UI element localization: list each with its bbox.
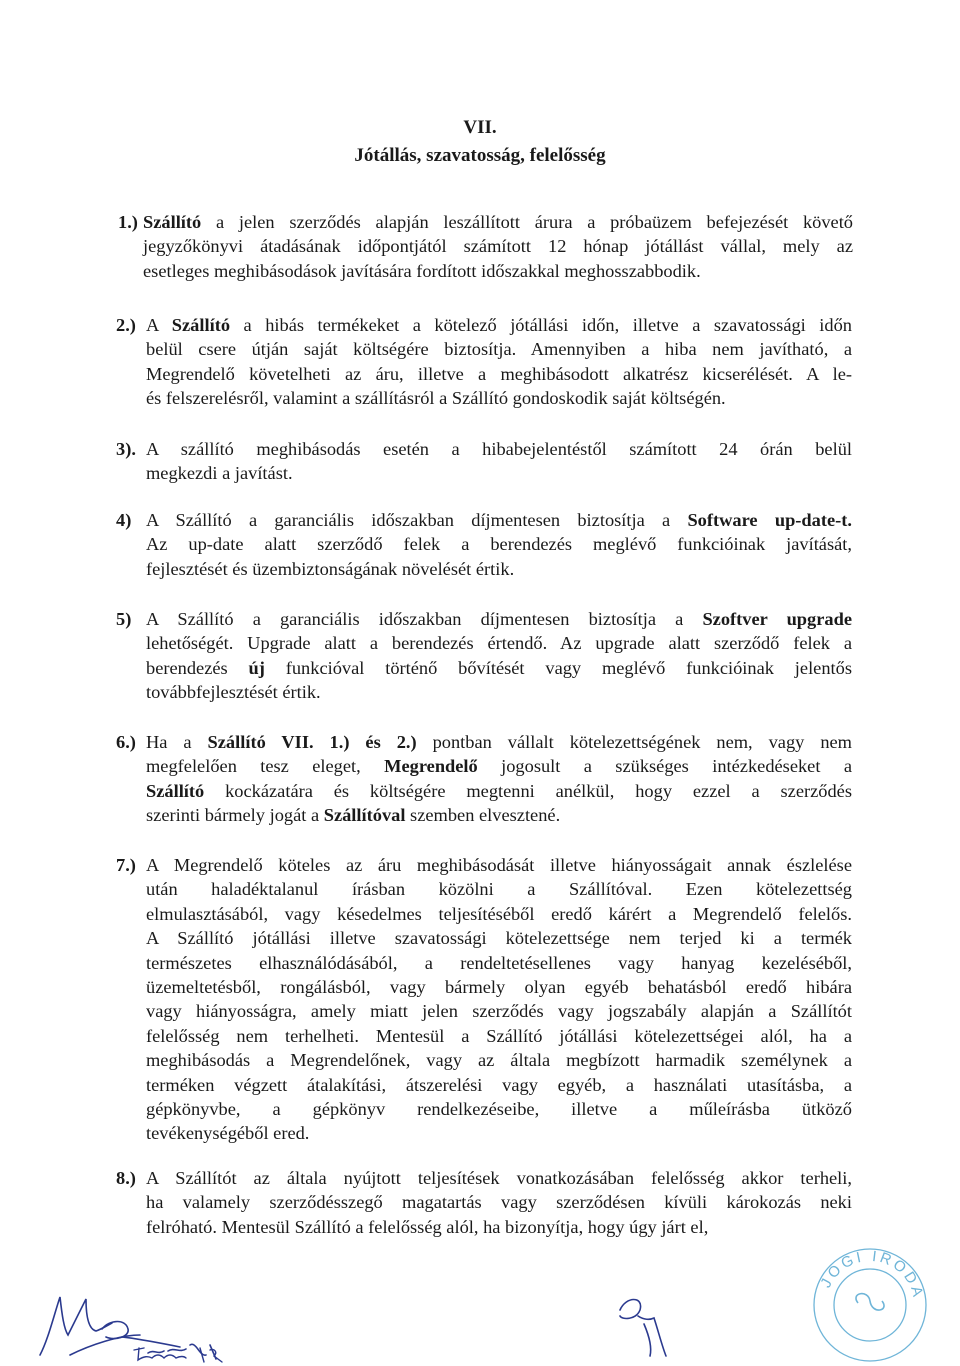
bold-term: Szoftver upgrade xyxy=(702,609,852,629)
paragraph-line xyxy=(0,877,960,901)
paragraph-text xyxy=(143,234,853,258)
paragraph-text xyxy=(146,631,852,655)
signature-initials xyxy=(130,1342,240,1366)
text-run: felelősség nem terhelheti. Mentesül a Szállító jótállási kötelezettségei alól, ha a xyxy=(146,1025,852,1046)
paragraph-6 xyxy=(0,730,960,828)
paragraph-line xyxy=(0,730,960,754)
paragraph-text xyxy=(146,461,852,485)
paragraph-line xyxy=(0,259,960,283)
paragraph-text xyxy=(146,532,852,556)
paragraph-line xyxy=(0,975,960,999)
text-run: üzemeltetésből, rongálásból, vagy bármely olyan egyéb behatásból eredő hibára xyxy=(146,976,852,997)
text-run: esetleges meghibásodások javítására fordított időszakkal meghosszabbodik. xyxy=(143,260,701,281)
text-run: kockázatára és költségére megtenni anélkül, hogy ezzel a szerződés xyxy=(204,780,852,801)
paragraph-line xyxy=(0,386,960,410)
text-run: belül csere útján saját költségére biztosítja. Amennyiben a hiba nem javítható, a xyxy=(146,339,852,360)
text-run: jegyzőkönyvi átadásának időpontjától számított 12 hónap jótállást vállal, mely az xyxy=(143,236,853,257)
paragraph-number: 3). xyxy=(116,439,136,459)
text-run: lehetőségét. Upgrade alatt a berendezés értendő. Az upgrade alatt szerződő felek a xyxy=(146,633,852,654)
paragraph-line xyxy=(0,999,960,1023)
text-run: fejlesztését és üzembiztonságának növelését értik. xyxy=(146,558,515,579)
text-run: elmulasztásából, vagy késedelmes teljesítéséből eredő kárért a Megrendelő felelős. xyxy=(146,903,852,924)
paragraph-text xyxy=(146,1048,852,1072)
paragraph-line xyxy=(0,362,960,386)
signature-middle xyxy=(600,1290,690,1362)
paragraph-line xyxy=(0,508,960,532)
paragraph-text xyxy=(146,975,852,999)
paragraph-text xyxy=(146,386,852,410)
bold-term: Szállító xyxy=(146,780,205,801)
paragraph-text xyxy=(146,926,852,950)
paragraph-line xyxy=(0,754,960,778)
paragraph-4 xyxy=(0,508,960,581)
text-run: megkezdi a javítást. xyxy=(146,463,293,484)
text-run: pontban vállalt kötelezettségének nem, vagy nem xyxy=(416,732,852,752)
paragraph-text xyxy=(146,508,852,532)
paragraph-line xyxy=(0,607,960,631)
paragraph-number: 8.) xyxy=(116,1168,136,1188)
paragraph-text xyxy=(146,730,852,754)
text-run: felróható. Mentesül Szállító a felelősség alól, ha bizonyítja, hogy úgy járt el, xyxy=(146,1216,709,1237)
text-run: után haladéktalanul írásban közölni a Szállítóval. Ezen kötelezettség xyxy=(146,879,852,900)
paragraph-text xyxy=(146,803,852,827)
paragraph-text xyxy=(146,362,852,386)
text-run: Ha a xyxy=(146,732,208,752)
paragraph-line xyxy=(0,1097,960,1121)
paragraph-number: 4) xyxy=(116,510,132,530)
paragraph-text xyxy=(146,1215,852,1239)
paragraph-line xyxy=(0,337,960,361)
text-run: A xyxy=(146,315,172,335)
svg-text:JOGI IRODA xyxy=(817,1248,926,1301)
bold-term: Szállító xyxy=(171,315,231,335)
paragraph-text xyxy=(146,437,852,461)
paragraph-line xyxy=(0,803,960,827)
paragraph-number: 2.) xyxy=(116,315,136,335)
paragraph-line xyxy=(0,1121,960,1145)
bold-term: Szállító xyxy=(143,212,202,232)
text-run: szerinti bármely jogát a xyxy=(146,805,324,826)
paragraph-text xyxy=(146,337,852,361)
text-run: Megrendelő követelheti az áru, illetve a meghibásodott alkatrész kicserélését. A le- xyxy=(146,363,852,384)
paragraph-line xyxy=(0,1024,960,1048)
stamp-seal xyxy=(810,1245,930,1366)
text-run: és felszerelésről, valamint a szállításról a Szállító gondoskodik saját költségén. xyxy=(146,388,726,409)
text-run: A szállító meghibásodás esetén a hibabejelentéstől számított 24 órán belül xyxy=(146,439,852,459)
paragraph-line xyxy=(0,926,960,950)
text-run: A Szállító a garanciális időszakban díjmentesen biztosítja a xyxy=(146,510,688,530)
paragraph-number: 1.) xyxy=(118,212,138,232)
paragraph-line xyxy=(0,210,960,234)
text-run: funkcióval történő bővítését vagy meglévő funkcióinak jelentős xyxy=(264,657,853,678)
paragraph-text xyxy=(146,877,852,901)
paragraph-5 xyxy=(0,607,960,705)
paragraph-line xyxy=(0,461,960,485)
text-run: berendezés xyxy=(146,657,249,678)
text-run: természetes elhasználódásából, a rendeltetésellenes vagy hanyag kezeléséből, xyxy=(146,952,852,973)
paragraph-text xyxy=(146,1190,852,1214)
text-run: vagy hiányosságra, amely miatt jelen szerződés vagy jogszabály alapján a Szállítót xyxy=(146,1001,852,1022)
paragraph-text xyxy=(146,754,852,778)
text-run: tevékenységéből ered. xyxy=(146,1123,310,1144)
paragraph-line xyxy=(0,1190,960,1214)
paragraph-8 xyxy=(0,1166,960,1239)
paragraph-line xyxy=(0,234,960,258)
paragraph-text xyxy=(146,607,852,631)
text-run: ha valamely szerződésszegő magatartás vagy szerződésen kívüli károkozás neki xyxy=(146,1192,852,1213)
paragraph-text xyxy=(146,656,852,680)
paragraph-line xyxy=(0,1215,960,1239)
text-run: A Szállító jótállási illetve szavatossági kötelezettsége nem terjed ki a termék xyxy=(146,928,852,949)
text-run: Az up-date alatt szerződő felek a berendezés meglévő funkcióinak javítását, xyxy=(146,534,852,555)
paragraph-line xyxy=(0,1073,960,1097)
paragraph-number: 7.) xyxy=(116,855,136,875)
paragraph-text xyxy=(146,853,852,877)
paragraph-2 xyxy=(0,313,960,411)
paragraph-text xyxy=(146,557,852,581)
text-run: a hibás termékeket a kötelező jótállási időn, illetve a szavatossági időn xyxy=(230,315,852,335)
paragraph-line xyxy=(0,1166,960,1190)
text-run: A Szállítót az általa nyújtott teljesítések vonatkozásában felelősség akkor terheli, xyxy=(146,1168,852,1188)
chapter-number: VII. xyxy=(463,117,497,138)
paragraph-7 xyxy=(0,853,960,1146)
paragraph-line xyxy=(0,532,960,556)
paragraph-text xyxy=(143,210,853,234)
paragraph-text xyxy=(146,999,852,1023)
paragraph-text xyxy=(146,680,852,704)
paragraph-text xyxy=(146,779,852,803)
paragraph-line xyxy=(0,853,960,877)
text-run: jogosult a szükséges intézkedéseket a xyxy=(477,756,852,777)
chapter-title: Jótállás, szavatosság, felelősség xyxy=(354,145,606,166)
bold-term: Szállítóval xyxy=(323,805,406,826)
text-run: a jelen szerződés alapján leszállított árura a próbaüzem befejezését követő xyxy=(201,212,853,232)
paragraph-line xyxy=(0,557,960,581)
text-run: szemben elvesztené. xyxy=(405,805,561,826)
paragraph-text xyxy=(146,902,852,926)
bold-term: Szállító VII. 1.) és 2.) xyxy=(207,732,417,752)
paragraph-number: 6.) xyxy=(116,732,136,752)
paragraph-text xyxy=(146,951,852,975)
paragraph-number: 5) xyxy=(116,609,132,629)
text-run: megfelelően tesz eleget, xyxy=(146,756,385,777)
text-run: A Megrendelő köteles az áru meghibásodását illetve hiányosságait annak észlelése xyxy=(146,855,852,875)
text-run: meghibásodás a Megrendelőnek, vagy az általa megbízott harmadik személynek a xyxy=(146,1050,852,1071)
paragraph-line xyxy=(0,951,960,975)
paragraph-line xyxy=(0,680,960,704)
stamp-text: JOGI IRODA xyxy=(817,1247,927,1302)
paragraph-text xyxy=(146,1166,852,1190)
text-run: továbbfejlesztését értik. xyxy=(146,682,321,703)
paragraph-line xyxy=(0,631,960,655)
paragraph-text xyxy=(146,313,852,337)
paragraph-line xyxy=(0,437,960,461)
paragraph-text xyxy=(146,1024,852,1048)
text-run: terméken végzett átalakítási, átszerelési vagy egyéb, a használati utasításba, a xyxy=(146,1074,852,1095)
bold-term: új xyxy=(248,657,265,678)
paragraph-text xyxy=(146,1097,852,1121)
paragraph-line xyxy=(0,1048,960,1072)
paragraph-text xyxy=(146,1121,852,1145)
text-run: A Szállító a garanciális időszakban díjmentesen biztosítja a xyxy=(146,609,703,629)
paragraph-3 xyxy=(0,437,960,486)
bold-term: Software up-date-t. xyxy=(687,510,852,530)
paragraph-line xyxy=(0,313,960,337)
paragraph-1 xyxy=(0,210,960,283)
paragraph-line xyxy=(0,779,960,803)
paragraph-text xyxy=(143,259,853,283)
paragraph-line xyxy=(0,902,960,926)
bold-term: Megrendelő xyxy=(384,756,478,777)
text-run: gépkönyvbe, a gépkönyv rendelkezéseibe, illetve a műleírásba ütköző xyxy=(146,1098,852,1119)
paragraph-text xyxy=(146,1073,852,1097)
paragraph-line xyxy=(0,656,960,680)
